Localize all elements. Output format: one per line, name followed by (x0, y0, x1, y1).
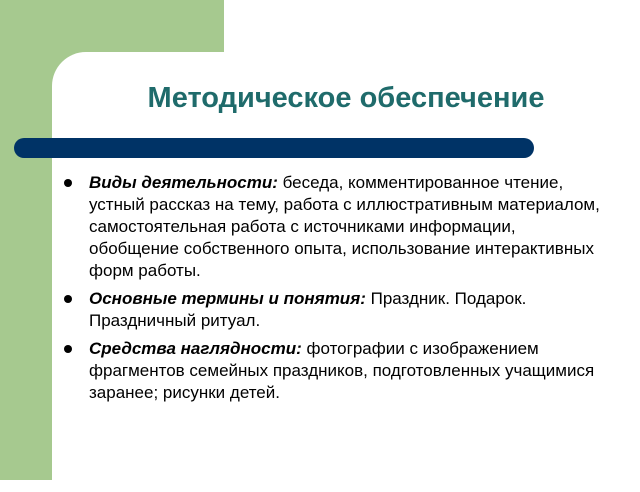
bullet-icon (64, 295, 72, 303)
bullet-icon (64, 179, 72, 187)
bullet-text: фотографии с изображением фрагментов семейных праздников, подготовленных учащимися заранее; рисунки детей. (89, 339, 595, 402)
slide-title: Методическое обеспечение (147, 82, 545, 114)
bullet-term: Виды деятельности: (89, 173, 278, 192)
bullet-activities (64, 172, 604, 282)
bullet-term: Средства наглядности: (89, 339, 302, 358)
bullet-text: беседа, комментированное чтение, устный рассказ на тему, работа с иллюстративным материалом, самостоятельная работа с источниками информации, обобщение собственного опыта, использование интерактивных форм работы. (89, 173, 600, 280)
bullet-list (64, 172, 604, 410)
bullet-text: Праздник. Подарок. Праздничный ритуал. (89, 289, 527, 330)
bullet-term: Основные термины и понятия: (89, 289, 366, 308)
title-divider-bar (14, 138, 534, 158)
bullet-icon (64, 345, 72, 353)
bullet-terms (64, 288, 604, 332)
bullet-visual-aids (64, 338, 604, 404)
